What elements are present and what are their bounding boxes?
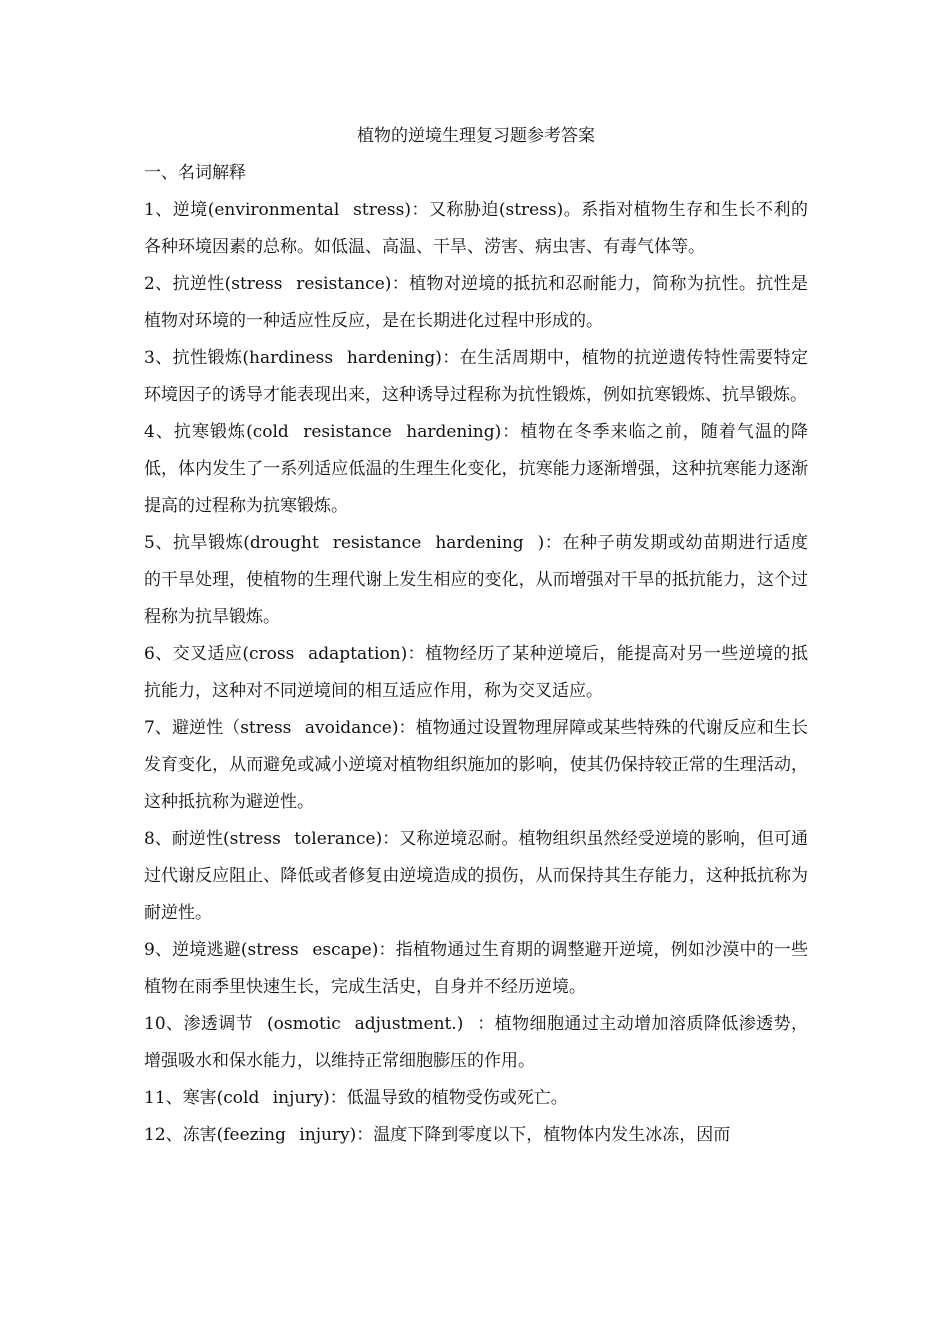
document-title: 植物的逆境生理复习题参考答案 xyxy=(357,126,595,146)
term-entry-5: 5、抗旱锻炼(drought resistance hardening )：在种子萌发期或幼苗期进行适度的干旱处理，使植物的生理代谢上发生相应的变化，从而增强对干旱的抵抗能力，这个过程称为抗旱锻炼。 xyxy=(144,533,808,627)
term-entry-1: 1、逆境(environmental stress)：又称胁迫(stress)。系指对植物生存和生长不利的各种环境因素的总称。如低温、高温、干旱、涝害、病虫害、有毒气体等。 xyxy=(144,200,808,257)
term-entry-10: 10、渗透调节 (osmotic adjustment.) ：植物细胞通过主动增加溶质降低渗透势，增强吸水和保水能力，以维持正常细胞膨压的作用。 xyxy=(144,1014,808,1071)
term-entry-2: 2、抗逆性(stress resistance)：植物对逆境的抵抗和忍耐能力，简称为抗性。抗性是植物对环境的一种适应性反应，是在长期进化过程中形成的。 xyxy=(144,274,808,331)
document-body xyxy=(144,118,808,1154)
term-entry-4: 4、抗寒锻炼(cold resistance hardening)：植物在冬季来临之前，随着气温的降低，体内发生了一系列适应低温的生理生化变化，抗寒能力逐渐增强，这种抗寒能力逐渐提高的过程称为抗寒锻炼。 xyxy=(144,422,808,516)
term-entry-8: 8、耐逆性(stress tolerance)：又称逆境忍耐。植物组织虽然经受逆境的影响，但可通过代谢反应阻止、降低或者修复由逆境造成的损伤，从而保持其生存能力，这种抵抗称为耐逆性。 xyxy=(144,829,808,923)
term-entry-12: 12、冻害(feezing injury)：温度下降到零度以下，植物体内发生冰冻，因而 xyxy=(144,1125,731,1145)
term-entry-3: 3、抗性锻炼(hardiness hardening)：在生活周期中，植物的抗逆遗传特性需要特定环境因子的诱导才能表现出来，这种诱导过程称为抗性锻炼，例如抗寒锻炼、抗旱锻炼。 xyxy=(144,348,808,405)
term-entry-9: 9、逆境逃避(stress escape)：指植物通过生育期的调整避开逆境，例如沙漠中的一些植物在雨季里快速生长，完成生活史，自身并不经历逆境。 xyxy=(144,940,808,997)
term-entry-7: 7、避逆性（stress avoidance)：植物通过设置物理屏障或某些特殊的代谢反应和生长发育变化，从而避免或减小逆境对植物组织施加的影响，使其仍保持较正常的生理活动，这种抵抗称为避逆性。 xyxy=(144,718,808,812)
section-heading: 一、名词解释 xyxy=(144,163,246,183)
term-entry-11: 11、寒害(cold injury)：低温导致的植物受伤或死亡。 xyxy=(144,1088,568,1108)
term-entry-6: 6、交叉适应(cross adaptation)：植物经历了某种逆境后，能提高对另一些逆境的抵抗能力，这种对不同逆境间的相互适应作用，称为交叉适应。 xyxy=(144,644,808,701)
